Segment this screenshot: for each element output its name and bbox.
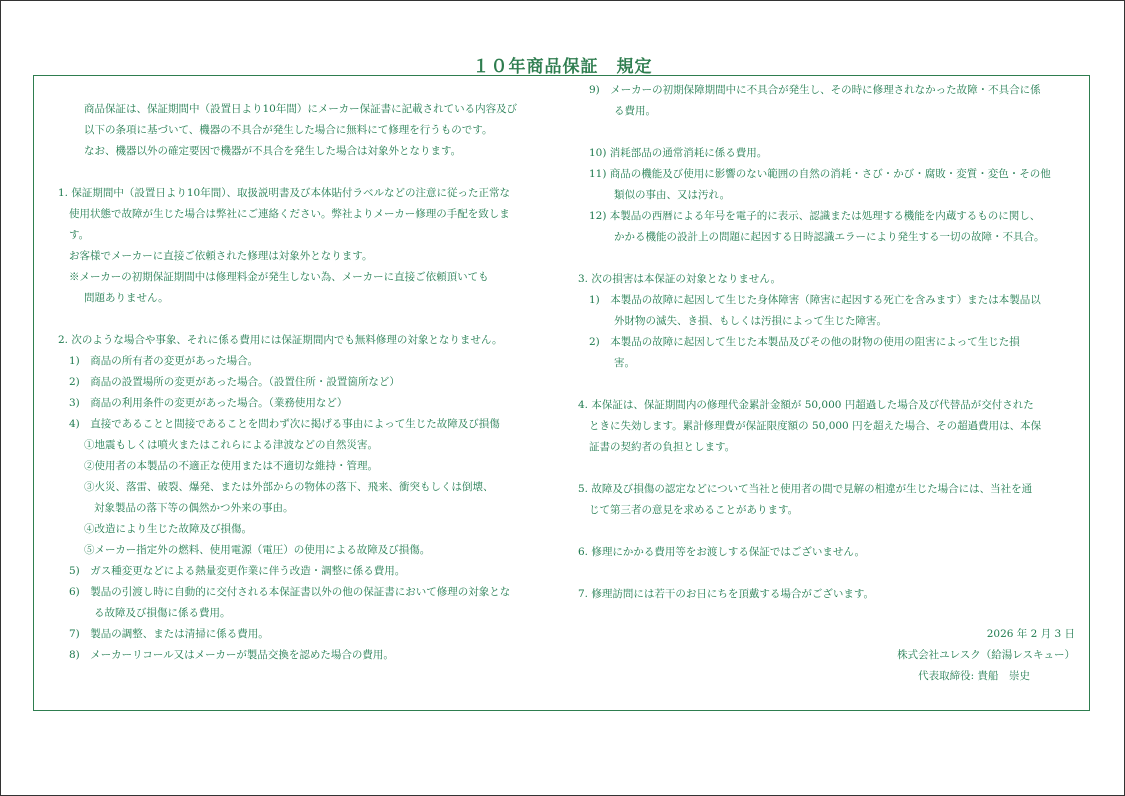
- section3-item: 1) 本製品の故障に起因して生じた身体障害（障害に起因する死亡を含みます）または本製品以: [589, 294, 1041, 306]
- section2-item: 1) 商品の所有者の変更があった場合。: [69, 355, 259, 367]
- section5-line: 5. 故障及び損傷の認定などについて当社と使用者の間で見解の相違が生じた場合には、当社を通: [578, 483, 1033, 495]
- section1-line: 1. 保証期間中（設置日より10年間）、取扱説明書及び本体貼付ラベルなどの注意に従った正常な: [58, 187, 510, 199]
- section1-note: 問題ありません。: [84, 292, 169, 304]
- signature-date: 2026 年 2 月 3 日: [986, 628, 1075, 640]
- section2-item: 8) メーカーリコール又はメーカーが製品交換を認めた場合の費用。: [69, 649, 394, 661]
- section4-line: ときに失効します。累計修理費が保証限度額の 50,000 円を超えた場合、その超過費用は、本保: [589, 420, 1042, 432]
- section6-line: 6. 修理にかかる費用等をお渡しする保証ではございません。: [578, 546, 865, 558]
- left-column: [58, 99, 558, 666]
- section1-line: 使用状態で故障が生じた場合は弊社にご連絡ください。弊社よりメーカー修理の手配を致しま: [69, 208, 510, 220]
- section2-subitem: ④改造により生じた故障及び損傷。: [84, 523, 252, 535]
- section2-item: る費用。: [614, 105, 656, 117]
- section2-subitem: ⑤メーカー指定外の燃料、使用電源（電圧）の使用による故障及び損傷。: [84, 544, 431, 556]
- section2-item: 6) 製品の引渡し時に自動的に交付される本保証書以外の他の保証書において修理の対象とな: [69, 586, 511, 598]
- section2-item: 5) ガス種変更などによる熱量変更作業に伴う改造・調整に係る費用。: [69, 565, 406, 577]
- section4-line: 証書の契約者の負担とします。: [589, 441, 736, 453]
- intro-line: なお、機器以外の確定要因で機器が不具合を発生した場合は対象外となります。: [84, 145, 462, 157]
- document-title: １０年商品保証 規定: [472, 57, 653, 77]
- content-frame: [33, 75, 1090, 711]
- section3-item: 害。: [614, 357, 635, 369]
- section1-line: お客様でメーカーに直接ご依頼された修理は対象外となります。: [69, 250, 373, 262]
- right-column: [578, 80, 1080, 605]
- section2-subitem: ③火災、落雷、破裂、爆発、または外部からの物体の落下、飛来、衝突もしくは倒壊、: [84, 481, 494, 493]
- section2-item: 3) 商品の利用条件の変更があった場合。（業務使用など）: [69, 397, 348, 409]
- section2-subitem: ①地震もしくは噴火またはこれらによる津波などの自然災害。: [84, 439, 378, 451]
- intro-line: 以下の条項に基づいて、機器の不具合が発生した場合に無料にて修理を行うものです。: [84, 124, 493, 136]
- section2-subitem: ②使用者の本製品の不適正な使用または不適切な維持・管理。: [84, 460, 378, 472]
- section2-item: 12) 本製品の西暦による年号を電子的に表示、認識または処理する機能を内蔵するものに関し、: [589, 210, 1041, 222]
- section2-item: 11) 商品の機能及び使用に影響のない範囲の自然の消耗・さび・かび・腐敗・変質・変色・その他: [589, 168, 1051, 180]
- section2-item: 7) 製品の調整、または清掃に係る費用。: [69, 628, 269, 640]
- section2-item: 類似の事由、又は汚れ。: [614, 189, 731, 201]
- section3-item: 2) 本製品の故障に起因して生じた本製品及びその他の財物の使用の阻害によって生じた損: [589, 336, 1020, 348]
- section2-item: 10) 消耗部品の通常消耗に係る費用。: [589, 147, 768, 159]
- section2-item: る故障及び損傷に係る費用。: [94, 607, 231, 619]
- signature-company: 株式会社ユレスク（給湯レスキュー）: [897, 649, 1075, 661]
- section1-note: ※メーカーの初期保証期間中は修理料金が発生しない為、メーカーに直接ご依頼頂いても: [69, 271, 489, 283]
- intro-line: 商品保証は、保証期間中（設置日より10年間）にメーカー保証書に記載されている内容及び: [84, 103, 518, 115]
- section2-item: 2) 商品の設置場所の変更があった場合。（設置住所・設置箇所など）: [69, 376, 400, 388]
- section2-heading: 2. 次のような場合や事象、それに係る費用には保証期間内でも無料修理の対象となりません。: [58, 334, 503, 346]
- section3-heading: 3. 次の損害は本保証の対象となりません。: [578, 273, 781, 285]
- section2-item: 4) 直接であることと間接であることを問わず次に掲げる事由によって生じた故障及び損傷: [69, 418, 500, 430]
- section5-line: じて第三者の意見を求めることがあります。: [589, 504, 799, 516]
- section2-item: 9) メーカーの初期保障期間中に不具合が発生し、その時に修理されなかった故障・不具合に係: [589, 84, 1041, 96]
- section3-item: 外財物の滅失、き損、もしくは汚損によって生じた障害。: [614, 315, 887, 327]
- section7-line: 7. 修理訪問には若干のお日にちを頂戴する場合がございます。: [578, 588, 875, 600]
- section4-line: 4. 本保証は、保証期間内の修理代金累計金額が 50,000 円超過した場合及び代替品が交付された: [578, 399, 1034, 411]
- signature-block: [897, 624, 1075, 687]
- section2-item: かかる機能の設計上の問題に起因する日時認識エラーにより発生する一切の故障・不具合。: [614, 231, 1045, 243]
- section1-line: す。: [69, 229, 90, 241]
- section2-subitem: 対象製品の落下等の偶然かつ外来の事由。: [94, 502, 294, 514]
- signature-representative: 代表取締役: 貴船 崇史: [918, 670, 1030, 682]
